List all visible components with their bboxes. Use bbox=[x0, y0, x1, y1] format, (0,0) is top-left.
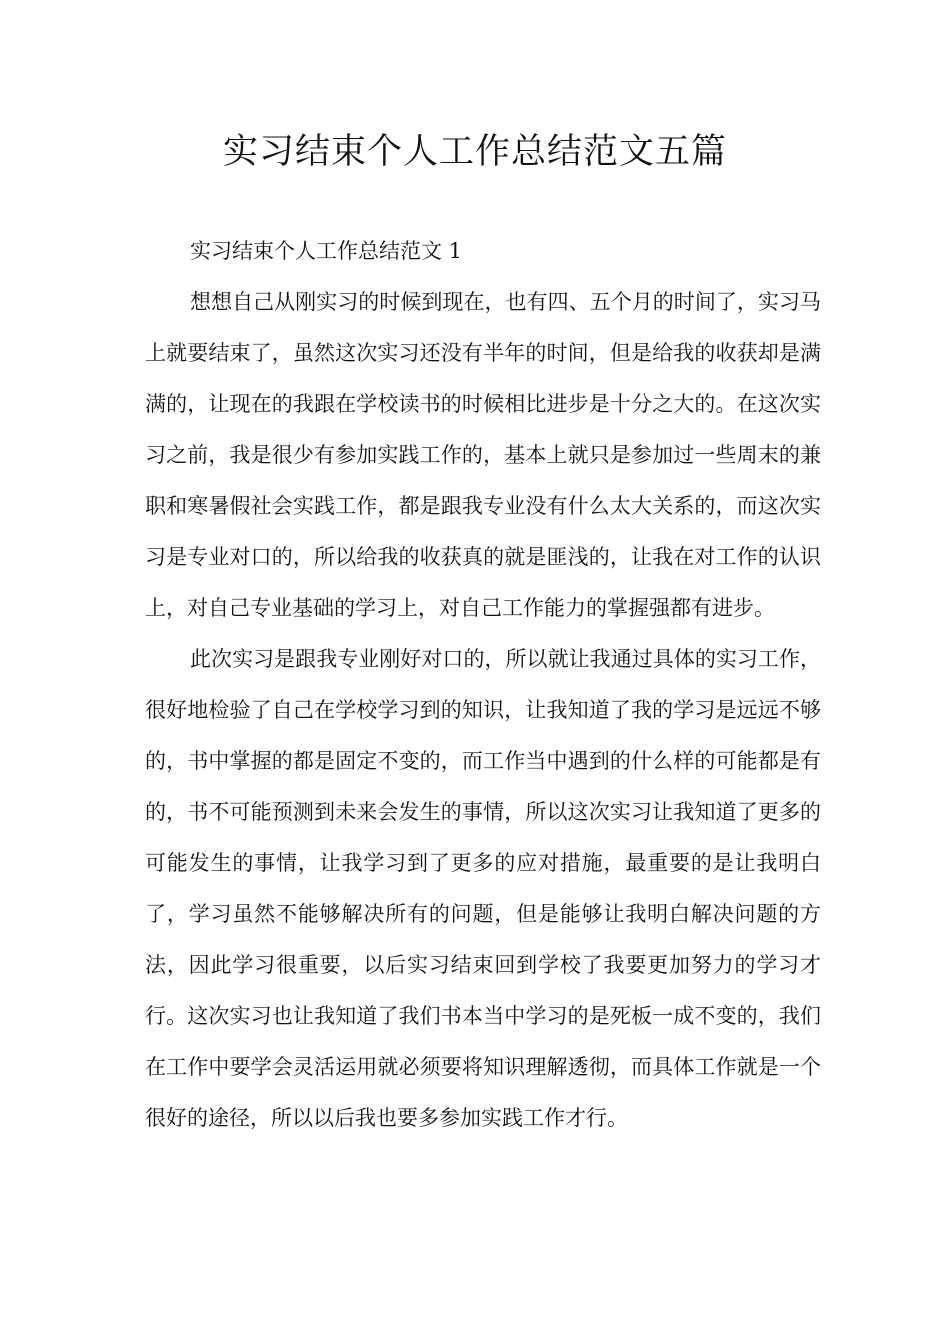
paragraph-2: 此次实习是跟我专业刚好对口的，所以就让我通过具体的实习工作，很好地检验了自己在学校学习到的知识，让我知道了我的学习是远远不够的，书中掌握的都是固定不变的，而工作当中遇到的什么样的可能都是有的，书不可能预测到未来会发生的事情，所以这次实习让我知道了更多的可能发生的事情，让我学习到了更多的应对措施，最重要的是让我明白了，学习虽然不能够解决所有的问题，但是能够让我明白解决问题的方法，因此学习很重要，以后实习结束回到学校了我要更加努力的学习才行。这次实习也让我知道了我们书本当中学习的是死板一成不变的，我们在工作中要学会灵活运用就必须要将知识理解透彻，而具体工作就是一个很好的途径，所以以后我也要多参加实践工作才行。 bbox=[145, 647, 821, 1130]
document-body bbox=[145, 226, 821, 1144]
section-heading: 实习结束个人工作总结范文 1 bbox=[190, 239, 463, 263]
paragraph-1: 想想自己从刚实习的时候到现在，也有四、五个月的时间了，实习马上就要结束了，虽然这次实习还没有半年的时间，但是给我的收获却是满满的，让现在的我跟在学校读书的时候相比进步是十分之大的。在这次实习之前，我是很少有参加实践工作的，基本上就只是参加过一些周末的兼职和寒暑假社会实践工作，都是跟我专业没有什么太大关系的，而这次实习是专业对口的，所以给我的收获真的就是匪浅的，让我在对工作的认识上，对自己专业基础的学习上，对自己工作能力的掌握强都有进步。 bbox=[145, 290, 821, 620]
document-title: 实习结束个人工作总结范文五篇 bbox=[222, 132, 727, 172]
